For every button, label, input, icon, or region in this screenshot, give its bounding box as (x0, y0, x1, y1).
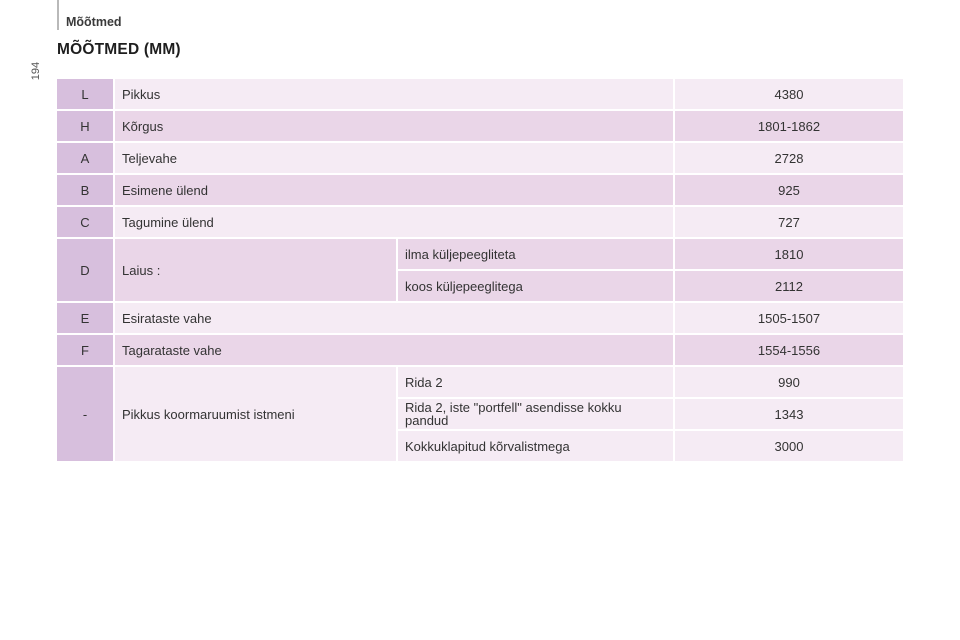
row-value: 1810 (675, 239, 903, 269)
row-sublabel: koos küljepeeglitega (398, 271, 675, 301)
row-value: 3000 (675, 431, 903, 461)
row-code: L (57, 79, 115, 109)
row-value: 1554-1556 (675, 335, 903, 365)
row-label: Esirataste vahe (115, 303, 675, 333)
row-code: C (57, 207, 115, 237)
row-value: 4380 (675, 79, 903, 109)
row-code: H (57, 111, 115, 141)
row-sublabel: Rida 2, iste "portfell" asendisse kokku pandud (398, 399, 675, 429)
row-code: D (57, 239, 115, 301)
row-label: Esimene ülend (115, 175, 675, 205)
row-label: Pikkus (115, 79, 675, 109)
row-code: A (57, 143, 115, 173)
row-label: Pikkus koormaruumist istmeni (115, 367, 398, 461)
row-sublabel: ilma küljepeegliteta (398, 239, 675, 269)
table-row (57, 335, 903, 365)
table-row (57, 207, 903, 237)
row-value: 1801-1862 (675, 111, 903, 141)
section-label: Mõõtmed (66, 15, 122, 29)
page-title: MÕÕTMED (MM) (57, 41, 181, 58)
row-sublabel: Kokkuklapitud kõrvalistmega (398, 431, 675, 461)
table-row (57, 111, 903, 141)
row-label: Teljevahe (115, 143, 675, 173)
table-row (57, 367, 903, 397)
row-code: - (57, 367, 115, 461)
row-code: B (57, 175, 115, 205)
table-row (57, 303, 903, 333)
page-number: 194 (30, 61, 42, 81)
row-label: Kõrgus (115, 111, 675, 141)
row-value: 2728 (675, 143, 903, 173)
table-row (57, 175, 903, 205)
row-label: Laius : (115, 239, 398, 301)
row-value: 2112 (675, 271, 903, 301)
row-value: 727 (675, 207, 903, 237)
row-value: 990 (675, 367, 903, 397)
row-value: 1343 (675, 399, 903, 429)
row-value: 1505-1507 (675, 303, 903, 333)
dimensions-table (57, 77, 903, 463)
row-label: Tagumine ülend (115, 207, 675, 237)
row-label: Tagarataste vahe (115, 335, 675, 365)
table-row (57, 79, 903, 109)
row-value: 925 (675, 175, 903, 205)
row-code: E (57, 303, 115, 333)
section-marker (57, 0, 59, 30)
row-sublabel: Rida 2 (398, 367, 675, 397)
table-row (57, 143, 903, 173)
row-code: F (57, 335, 115, 365)
table-row (57, 239, 903, 269)
